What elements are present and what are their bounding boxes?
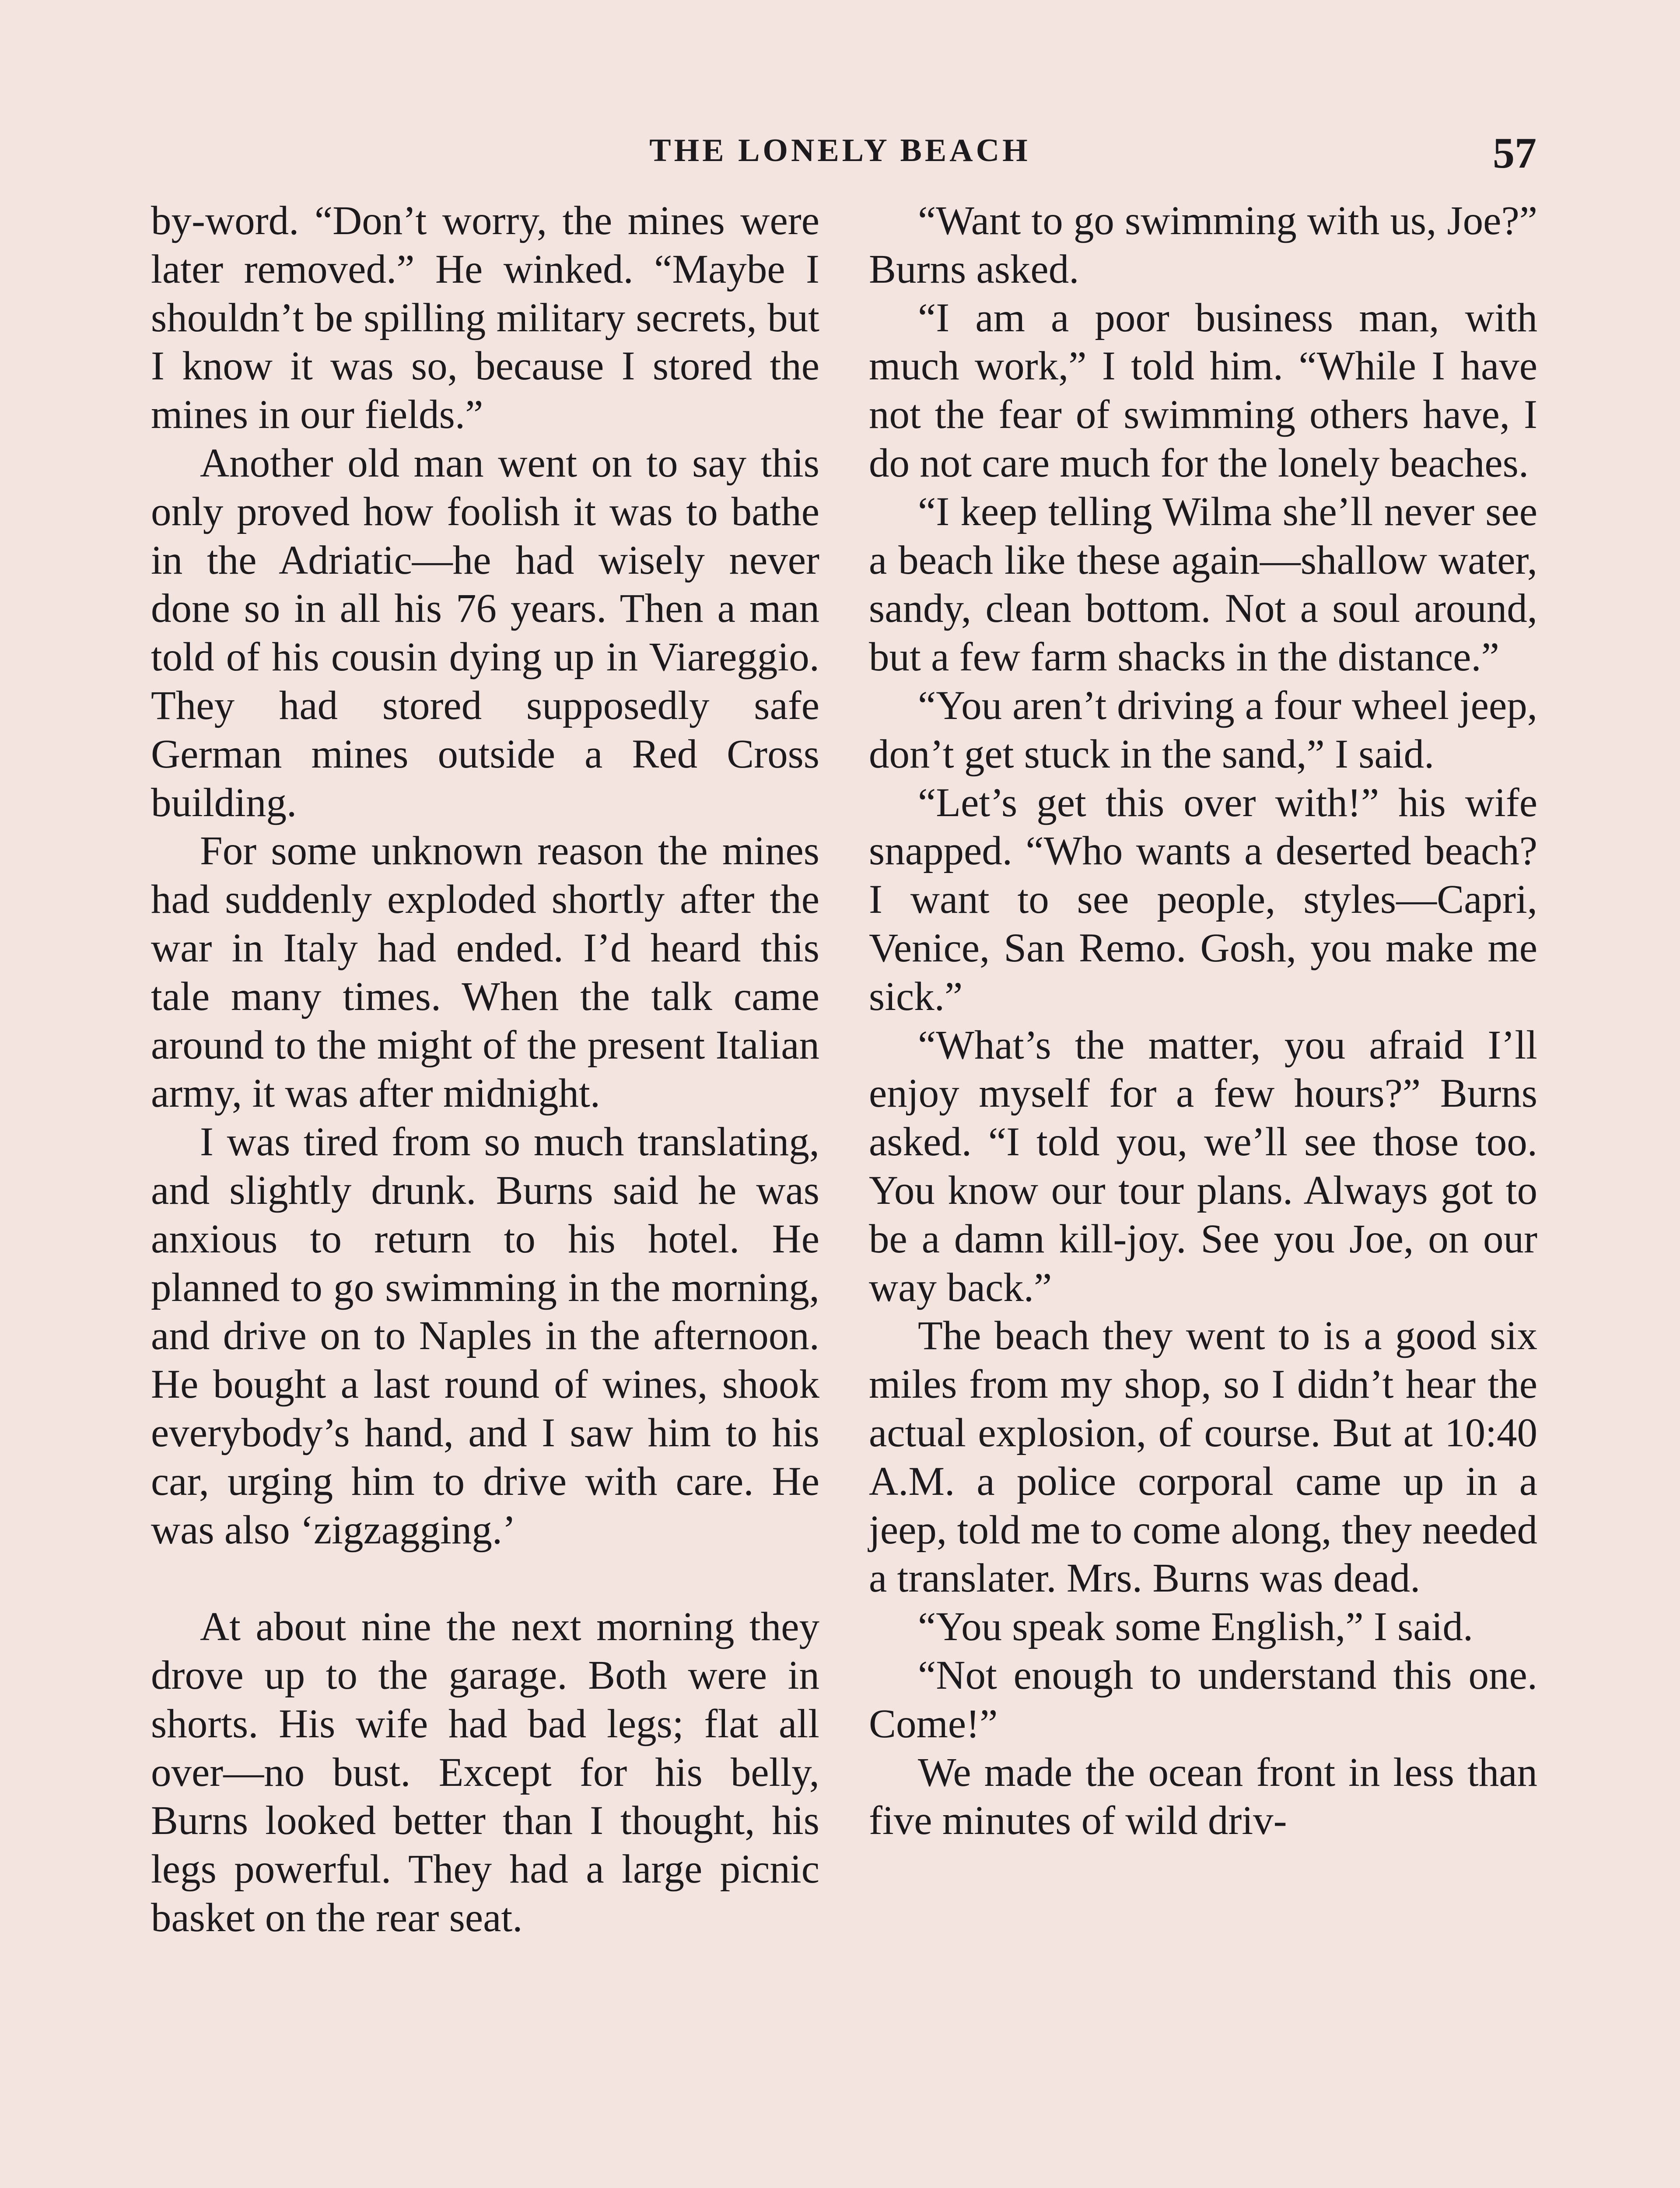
- paragraph: “You speak some English,” I said.: [918, 1604, 1474, 1650]
- paragraph: “I am a poor business man, with much work,” I told him. “While I have not the fear of swimming others have, I do not care much for the lonely beaches.: [869, 295, 1537, 486]
- paragraph: “You aren’t driving a four wheel jeep, don’t get stuck in the sand,” I said.: [869, 683, 1537, 777]
- paragraph: At about nine the next morning they drove up to the garage. Both were in shorts. His wife had bad legs; flat all over—no bust. Except for his belly, Burns looked better than I thought, his legs powerful. They had a large picnic basket on the rear seat.: [151, 1604, 819, 1940]
- paragraph: “I keep telling Wilma she’ll never see a beach like these again—shallow water, sandy, clean bottom. Not a soul around, but a few farm shacks in the distance.”: [869, 489, 1537, 680]
- paragraph: For some unknown reason the mines had suddenly exploded shortly after the war in Italy had ended. I’d heard this tale many times. When the talk came around to the might of the present Italian army, it was after midnight.: [151, 828, 819, 1116]
- paragraph: I was tired from so much translating, and slightly drunk. Burns said he was anxious to return to his hotel. He planned to go swimming in the morning, and drive on to Naples in the afternoon. He bought a last round of wines, shook everybody’s hand, and I saw him to his car, urging him to drive with care. He was also ‘zigzagging.’: [151, 1119, 819, 1553]
- right-text-column: [869, 197, 1537, 1845]
- paragraph: “Let’s get this over with!” his wife snapped. “Who wants a deserted beach? I want to see people, styles—Capri, Venice, San Remo. Gosh, you make me sick.”: [869, 780, 1537, 1019]
- page-number: 57: [1493, 129, 1536, 177]
- paragraph: “Not enough to understand this one. Come!”: [869, 1652, 1537, 1746]
- paragraph: We made the ocean front in less than five minutes of wild driv-: [869, 1750, 1537, 1844]
- paragraph: by-word. “Don’t worry, the mines were later removed.” He winked. “Maybe I shouldn’t be spilling military secrets, but I know it was so, because I stored the mines in our fields.”: [151, 198, 819, 438]
- paragraph: “What’s the matter, you afraid I’ll enjoy myself for a few hours?” Burns asked. “I told you, we’ll see those too. You know our tour plans. Always got to be a damn kill-joy. See you Joe, on our way back.”: [869, 1022, 1537, 1310]
- paragraph: The beach they went to is a good six miles from my shop, so I didn’t hear the actual explosion, of course. But at 10:40 A.M. a police corporal came up in a jeep, told me to come along, they needed a translater. Mrs. Burns was dead.: [869, 1313, 1537, 1601]
- paragraph: “Want to go swimming with us, Joe?” Burns asked.: [869, 198, 1537, 292]
- paragraph: Another old man went on to say this only proved how foolish it was to bathe in the Adriatic—he had wisely never done so in all his 76 years. Then a man told of his cousin dying up in Viareggio. They had stored supposedly safe German mines outside a Red Cross building.: [151, 440, 819, 825]
- running-header-title: THE LONELY BEACH: [649, 133, 1031, 168]
- left-text-column: [151, 197, 819, 1943]
